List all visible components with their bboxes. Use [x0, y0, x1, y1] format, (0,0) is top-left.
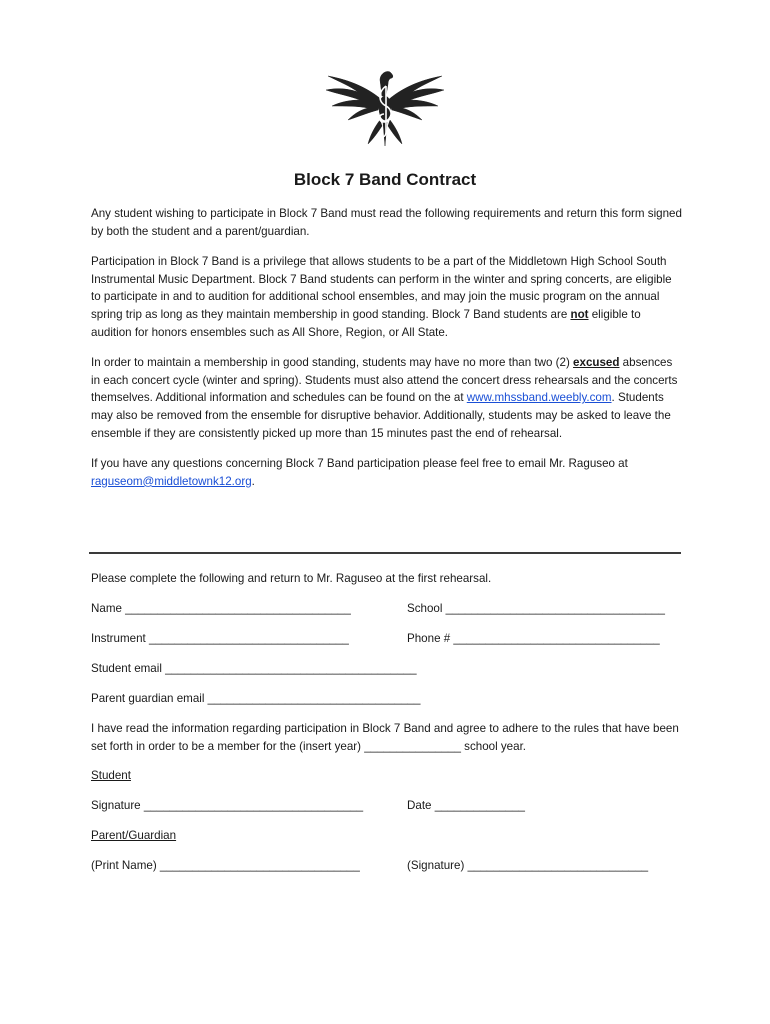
parent-print-name-field[interactable]: (Print Name) _______________________________	[91, 859, 360, 873]
instrument-phone-row	[91, 630, 683, 660]
student-signature-row	[91, 797, 683, 827]
student-heading: Student	[91, 769, 131, 783]
document-body	[91, 205, 683, 503]
parent-signature-field[interactable]: (Signature) ____________________________	[407, 859, 649, 873]
contact-email-link[interactable]: raguseom@middletownk12.org	[91, 474, 252, 488]
attendance-text-2: absences in each concert cycle (winter and spring). Students must also attend the concert dress rehearsals and the concerts themselves. Additional information and schedules can be found on the at	[91, 356, 678, 405]
attendance-text-1: In order to maintain a membership in good standing, students may have no more than two (2)	[91, 356, 574, 370]
student-signature-field[interactable]: Signature __________________________________	[91, 799, 364, 813]
participation-emphasis: not	[570, 307, 589, 321]
section-divider	[89, 552, 681, 554]
participation-paragraph	[91, 253, 683, 341]
phone-field[interactable]: Phone # ________________________________	[407, 632, 660, 645]
school-field[interactable]: School __________________________________	[407, 602, 665, 615]
agreement-statement: I have read the information regarding participation in Block 7 Band and agree to adhere to the rules that have been set forth in order to be a member for the (insert year) _______________ school year.	[91, 722, 679, 753]
form-instructions: Please complete the following and return to Mr. Raguseo at the first rehearsal.	[91, 572, 492, 585]
contact-paragraph	[91, 455, 683, 490]
intro-paragraph: Any student wishing to participate in Block 7 Band must read the following requirements and return this form signed by both the student and a parent/guardian.	[91, 207, 682, 238]
phoenix-treble-clef-logo	[320, 66, 450, 148]
name-field[interactable]: Name ___________________________________	[91, 602, 351, 615]
attendance-paragraph	[91, 354, 683, 442]
instrument-field[interactable]: Instrument _______________________________	[91, 632, 349, 645]
contact-text-1: If you have any questions concerning Block 7 Band participation please feel free to email Mr. Raguseo at	[91, 457, 628, 471]
attendance-emphasis: excused	[573, 356, 620, 370]
document-title: Block 7 Band Contract	[293, 170, 477, 189]
participation-text-2: eligible to audition for honors ensembles such as All Shore, Region, or All State.	[91, 307, 641, 339]
contract-form	[91, 570, 683, 887]
name-school-row	[91, 600, 683, 630]
parent-email-field[interactable]: Parent guardian email _________________________________	[91, 692, 421, 705]
participation-text-1: Participation in Block 7 Band is a privilege that allows students to be a part of the Middletown High School South Instrumental Music Department. Block 7 Band students can perform in the winter and spring concerts, are eligible to participate in and to audition for additional school ensembles, and may join the music program on the annual spring trip as long as they maintain membership in good standing. Block 7 Band students are	[91, 255, 672, 321]
contact-text-2: .	[251, 474, 255, 488]
student-heading-row	[91, 767, 683, 797]
parent-signature-row	[91, 857, 683, 887]
attendance-text-3: . Students may also be removed from the ensemble for disruptive behavior. Additionally, students may be asked to leave the ensemble if they are consistently picked up more than 15 minutes past the end of rehearsal.	[91, 391, 671, 440]
parent-heading-row	[91, 827, 683, 857]
date-field[interactable]: Date ______________	[407, 799, 525, 813]
band-website-link[interactable]: www.mhssband.weebly.com	[466, 391, 612, 405]
parent-heading: Parent/Guardian	[91, 829, 177, 843]
student-email-field[interactable]: Student email _______________________________________	[91, 662, 417, 675]
